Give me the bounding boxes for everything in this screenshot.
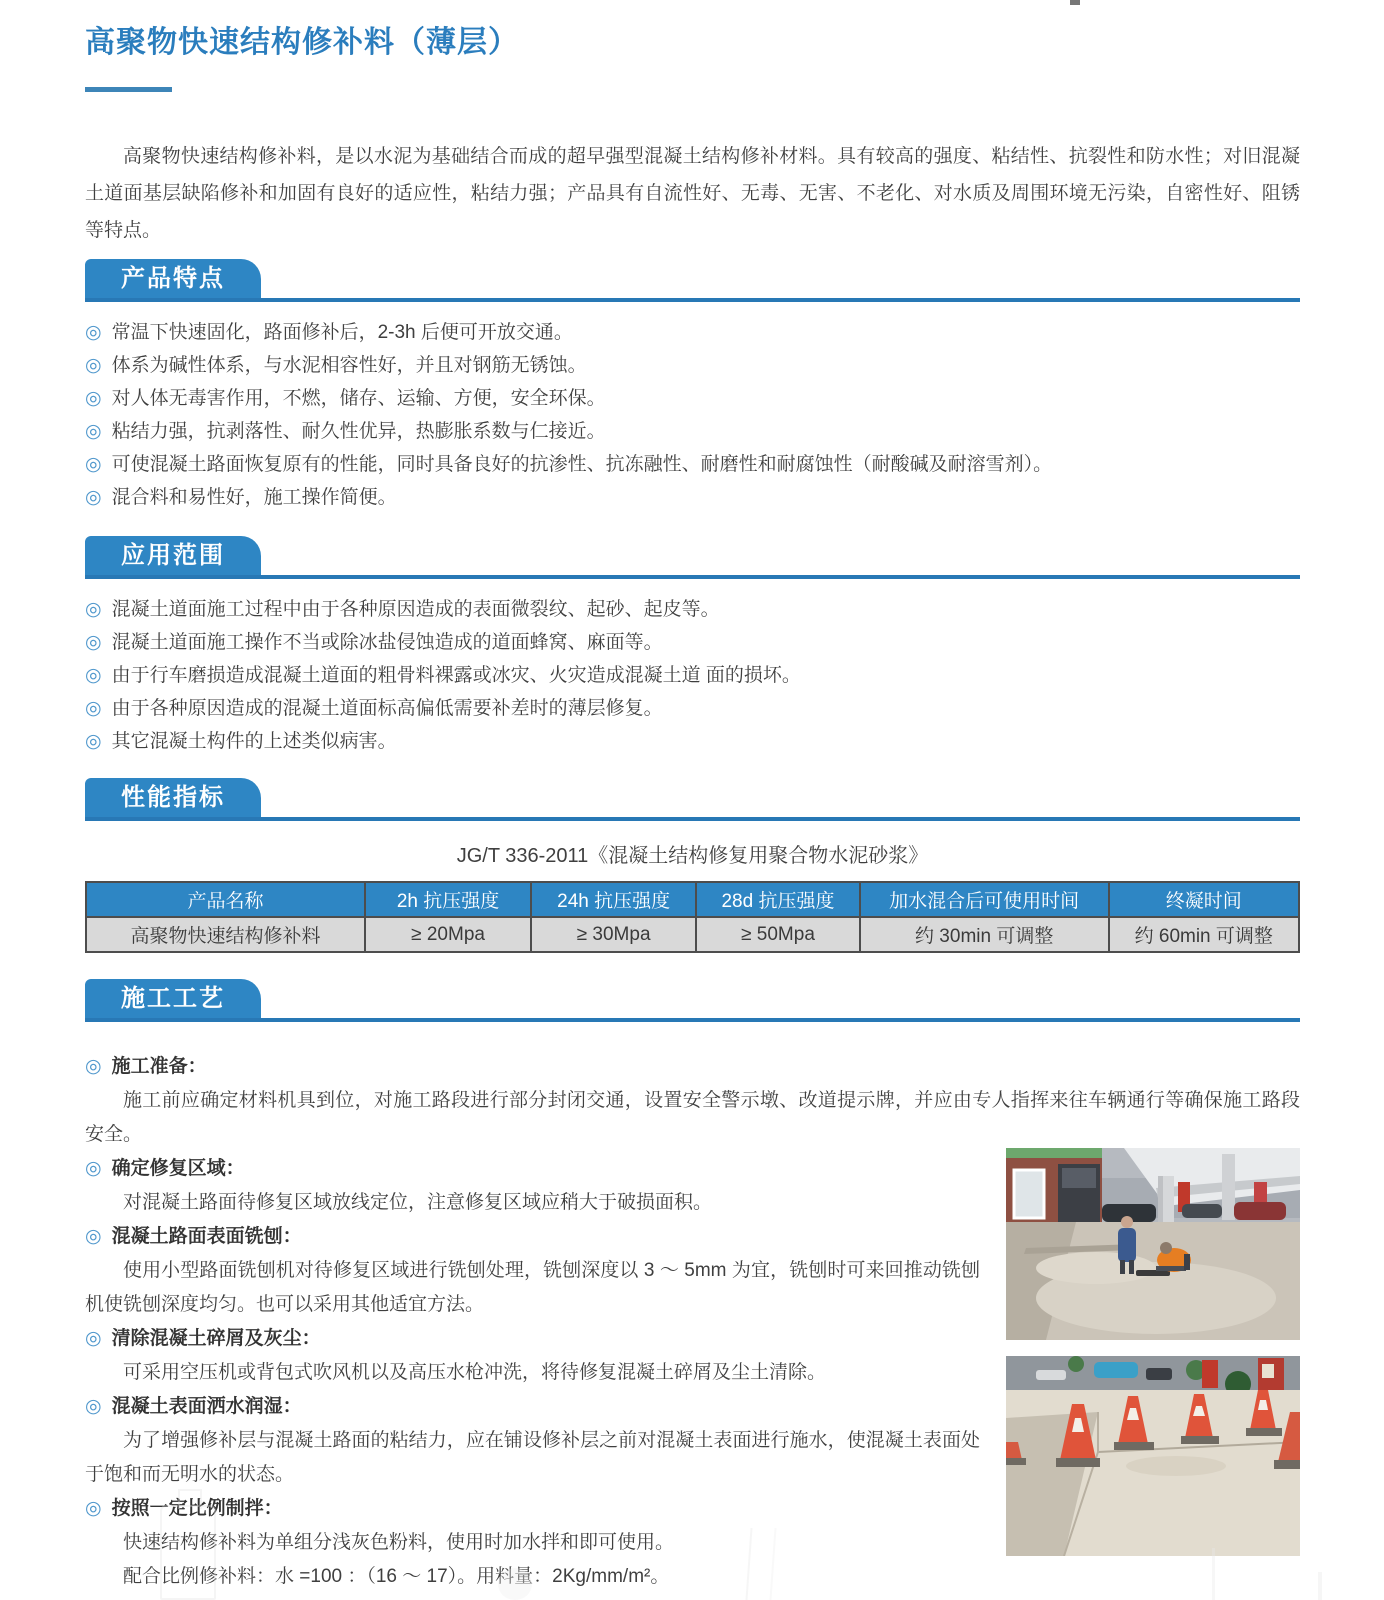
list-item [85, 626, 1300, 659]
section-header-performance [85, 778, 1300, 821]
step-body: 为了增强修补层与混凝土路面的粘结力，应在铺设修补层之前对混凝土表面进行施水，使混凝土表面处于饱和而无明水的状态。 [85, 1430, 980, 1485]
step-body: 施工前应确定材料机具到位，对施工路段进行部分封闭交通，设置安全警示墩、改道提示牌，并应由专人指挥来往车辆通行等确保施工路段安全。 [85, 1090, 1300, 1145]
step-body: 对混凝土路面待修复区域放线定位，注意修复区域应稍大于破损面积。 [123, 1192, 713, 1213]
faint-watermark-line [1318, 1572, 1322, 1600]
feature-text: 对人体无毒害作用，不燃，储存、运输、方便，安全环保。 [111, 388, 606, 409]
table-cell: 约 60min 可调整 [1109, 917, 1299, 952]
list-item [85, 415, 1300, 448]
table-header-cell: 28d 抗压强度 [696, 882, 860, 917]
table-header-cell: 加水混合后可使用时间 [860, 882, 1109, 917]
list-item [85, 481, 1300, 514]
feature-text: 可使混凝土路面恢复原有的性能，同时具备良好的抗渗性、抗冻融性、耐磨性和耐腐蚀性（耐酸碱及耐溶雪剂）。 [111, 454, 1053, 475]
application-text: 其它混凝土构件的上述类似病害。 [111, 731, 397, 752]
list-item [85, 448, 1300, 481]
application-text: 由于各种原因造成的混凝土道面标高偏低需要补差时的薄层修复。 [111, 698, 663, 719]
double-circle-bullet-icon: ◎ [85, 1226, 102, 1247]
process-step [85, 1050, 1300, 1152]
double-circle-bullet-icon: ◎ [85, 388, 102, 409]
table-header-cell: 2h 抗压强度 [365, 882, 531, 917]
cropped-header-fragment [1070, 0, 1080, 5]
section-header-features [85, 259, 1300, 302]
section-header-applications [85, 536, 1300, 579]
process-content [85, 1050, 1300, 1594]
double-circle-bullet-icon: ◎ [85, 1056, 102, 1077]
step-label [85, 1050, 1300, 1084]
list-item [85, 659, 1300, 692]
faint-mast-watermark [745, 1528, 776, 1600]
faint-bottle-watermark [160, 1505, 216, 1600]
applications-list [85, 593, 1300, 758]
standard-reference: JG/T 336-2011《混凝土结构修复用聚合物水泥砂浆》 [456, 845, 929, 867]
double-circle-bullet-icon: ◎ [85, 1328, 102, 1349]
double-circle-bullet-icon: ◎ [85, 731, 102, 752]
step-title: 按照一定比例制拌： [111, 1498, 283, 1519]
step-title: 确定修复区域： [111, 1158, 245, 1179]
feature-text: 体系为碱性体系，与水泥相容性好，并且对钢筋无锈蚀。 [111, 355, 587, 376]
table-row [86, 917, 1299, 952]
list-item [85, 692, 1300, 725]
feature-text: 混合料和易性好，施工操作简便。 [111, 487, 397, 508]
table-header-cell: 终凝时间 [1109, 882, 1299, 917]
feature-text: 常温下快速固化，路面修补后，2-3h 后便可开放交通。 [111, 322, 573, 343]
double-circle-bullet-icon: ◎ [85, 355, 102, 376]
list-item [85, 316, 1300, 349]
faint-watermark-shape [498, 1568, 532, 1600]
section-tab-applications: 应用范围 [85, 536, 261, 575]
process-photos [1006, 1148, 1300, 1556]
faint-watermark-line [1212, 1548, 1215, 1600]
table-cell: ≥ 20Mpa [365, 917, 531, 952]
table-header-row [86, 882, 1299, 917]
table-cell: ≥ 50Mpa [696, 917, 860, 952]
table-header-cell: 24h 抗压强度 [531, 882, 696, 917]
list-item [85, 725, 1300, 758]
step-title: 混凝土路面表面铣刨： [111, 1226, 302, 1247]
feature-text: 粘结力强，抗剥落性、耐久性优异，热膨胀系数与仁接近。 [111, 421, 606, 442]
step-body: 配合比例修补料：水 =100 ：（16 ～ 17）。用料量：2Kg/mm/m²。 [123, 1566, 670, 1587]
double-circle-bullet-icon: ◎ [85, 454, 102, 475]
section-tab-process: 施工工艺 [85, 979, 261, 1018]
table-cell: 约 30min 可调整 [860, 917, 1109, 952]
title-underline [85, 87, 172, 92]
double-circle-bullet-icon: ◎ [85, 421, 102, 442]
application-text: 混凝土道面施工过程中由于各种原因造成的表面微裂纹、起砂、起皮等。 [111, 599, 720, 620]
double-circle-bullet-icon: ◎ [85, 632, 102, 653]
construction-repair-photo [1006, 1148, 1300, 1340]
double-circle-bullet-icon: ◎ [85, 665, 102, 686]
section-tab-performance: 性能指标 [85, 778, 261, 817]
table-cell: 高聚物快速结构修补料 [86, 917, 365, 952]
intro-paragraph: 高聚物快速结构修补料，是以水泥为基础结合而成的超早强型混凝土结构修补材料。具有较高的强度、粘结性、抗裂性和防水性；对旧混凝土道面基层缺陷修补和加固有良好的适应性，粘结力强；产品具有自流性好、无毒、无害、不老化、对水质及周围环境无污染，自密性好、阻锈等特点。 [85, 146, 1300, 241]
features-list [85, 316, 1300, 514]
double-circle-bullet-icon: ◎ [85, 487, 102, 508]
section-tab-features: 产品特点 [85, 259, 261, 298]
double-circle-bullet-icon: ◎ [85, 698, 102, 719]
double-circle-bullet-icon: ◎ [85, 1498, 102, 1519]
step-body: 使用小型路面铣刨机对待修复区域进行铣刨处理，铣刨深度以 3 ～ 5mm 为宜，铣刨时可来回推动铣刨机使铣刨深度均匀。也可以采用其他适宜方法。 [85, 1260, 980, 1315]
step-title: 清除混凝土碎屑及灰尘： [111, 1328, 321, 1349]
list-item [85, 593, 1300, 626]
double-circle-bullet-icon: ◎ [85, 1158, 102, 1179]
double-circle-bullet-icon: ◎ [85, 322, 102, 343]
step-body: 可采用空压机或背包式吹风机以及高压水枪冲洗，将待修复混凝土碎屑及尘土清除。 [123, 1362, 827, 1383]
list-item [85, 382, 1300, 415]
double-circle-bullet-icon: ◎ [85, 1396, 102, 1417]
step-title: 施工准备： [111, 1056, 207, 1077]
page-title: 高聚物快速结构修补料（薄层） [85, 26, 519, 59]
step-title: 混凝土表面洒水润湿： [111, 1396, 302, 1417]
application-text: 由于行车磨损造成混凝土道面的粗骨料裸露或冰灾、火灾造成混凝土道 面的损坏。 [111, 665, 801, 686]
repaired-surface-cones-photo [1006, 1356, 1300, 1556]
step-body: 快速结构修补料为单组分浅灰色粉料，使用时加水拌和即可使用。 [123, 1532, 675, 1553]
application-text: 混凝土道面施工操作不当或除冰盐侵蚀造成的道面蜂窝、麻面等。 [111, 632, 663, 653]
table-cell: ≥ 30Mpa [531, 917, 696, 952]
table-header-cell: 产品名称 [86, 882, 365, 917]
list-item [85, 349, 1300, 382]
section-header-process [85, 979, 1300, 1022]
double-circle-bullet-icon: ◎ [85, 599, 102, 620]
performance-table [85, 881, 1300, 953]
